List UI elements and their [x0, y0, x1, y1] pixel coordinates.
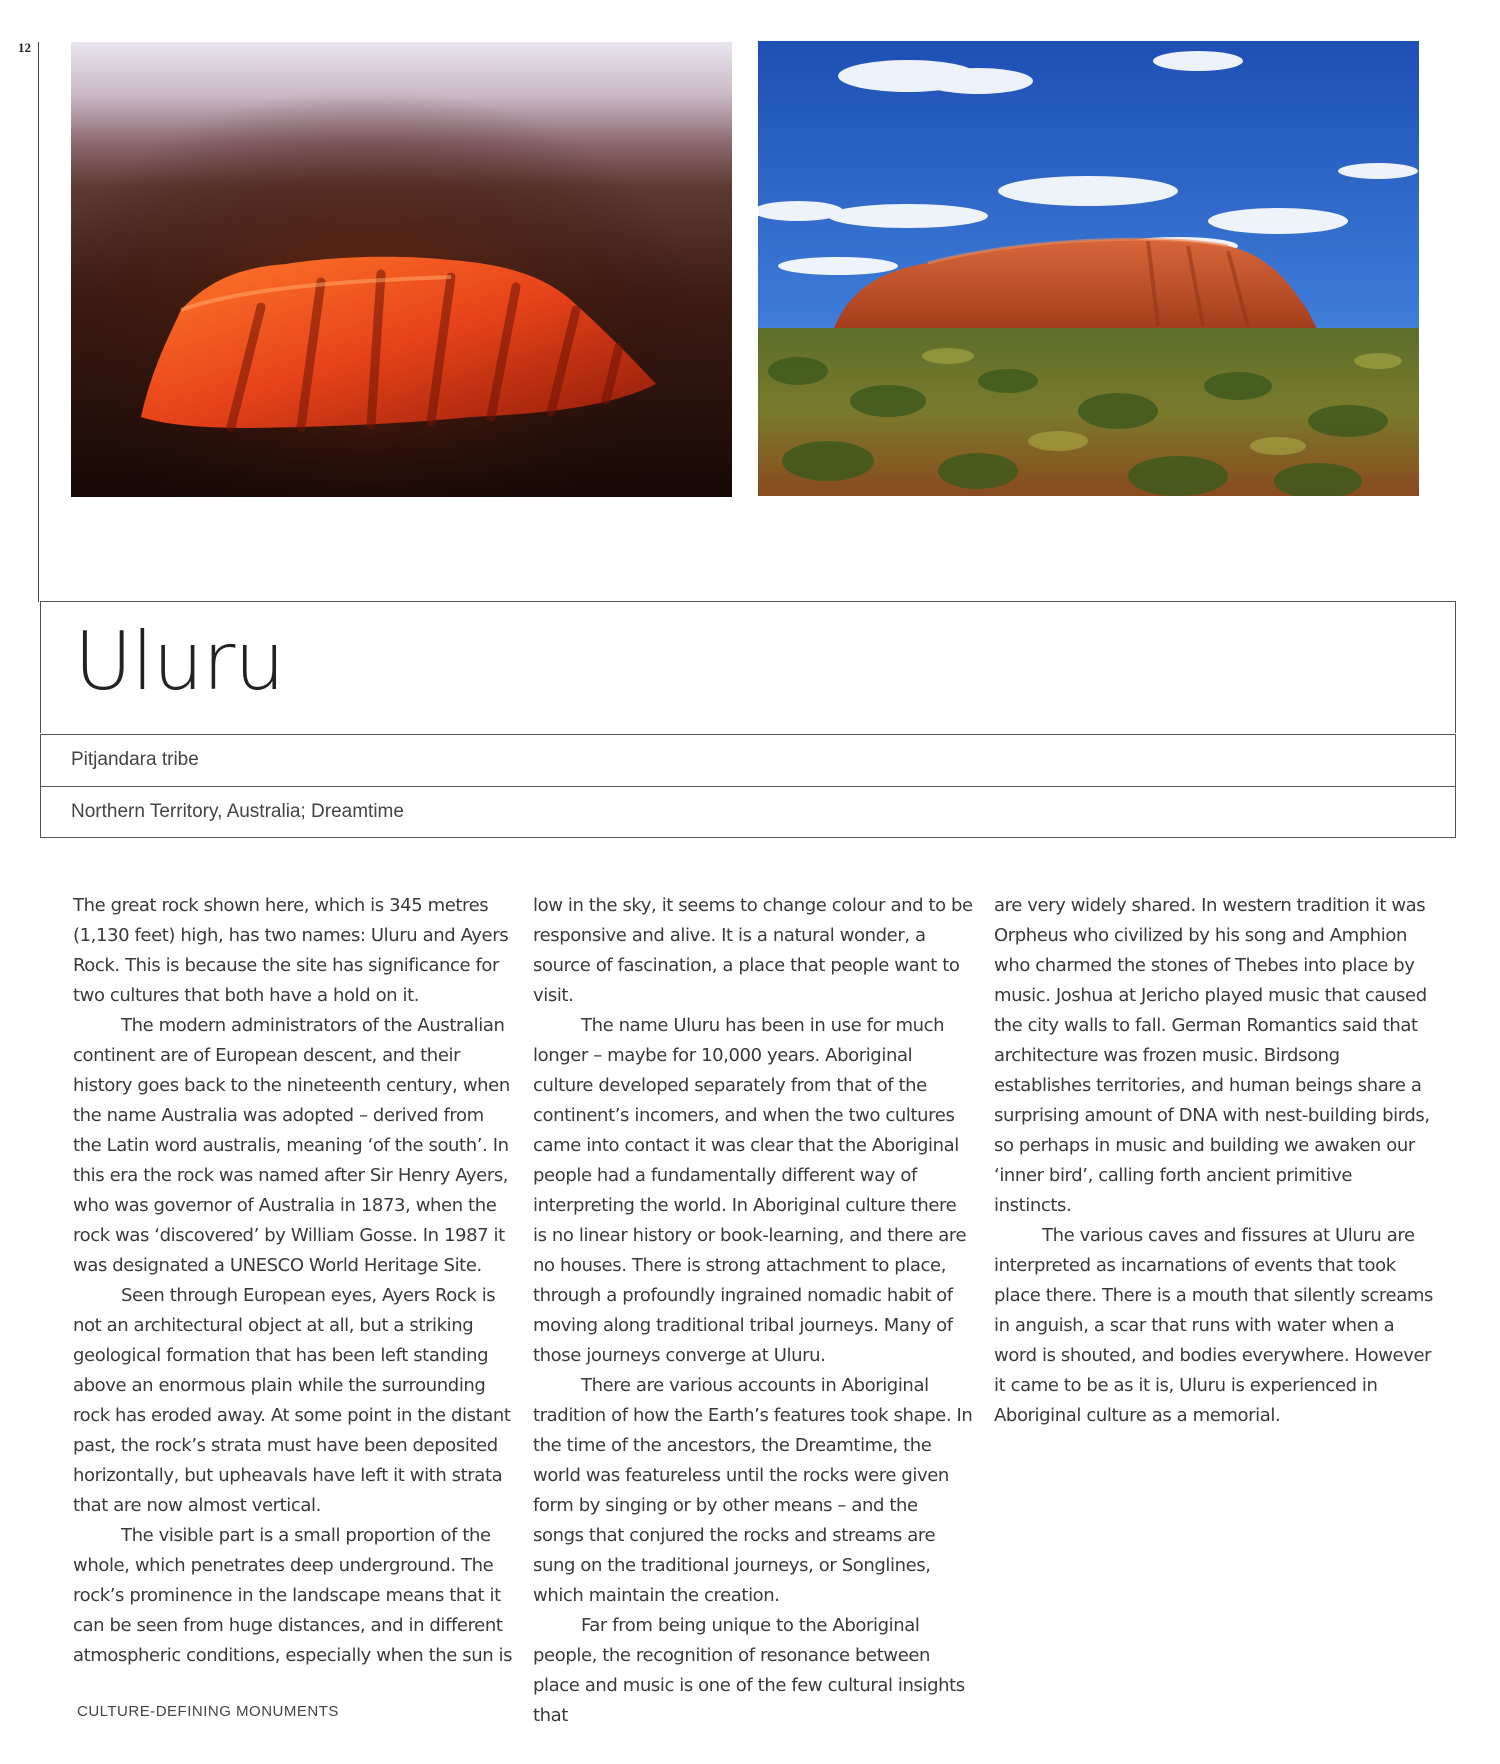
body-column-1: [73, 891, 513, 1671]
margin-rule: [38, 42, 39, 602]
paragraph: The various caves and fissures at Uluru are interpreted as incarnations of events that took place there. There is a mouth that silently screams in anguish, a scar that runs with water when a word is shouted, and bodies everywhere. However it came to be as it is, Uluru is experienced in Aboriginal culture as a memorial.: [994, 1225, 1433, 1426]
paragraph: Seen through European eyes, Ayers Rock is not an architectural object at all, but a striking geological formation that has been left standing above an enormous plain while the surrounding rock has eroded away. At some point in the distant past, the rock’s strata must have been deposited horizontally, but upheavals have left it with strata that are now almost vertical.: [73, 1285, 511, 1516]
paragraph: Far from being unique to the Aboriginal people, the recognition of resonance between place and music is one of the few cultural insights that: [533, 1615, 965, 1726]
paragraph: The visible part is a small proportion of the whole, which penetrates deep underground. The rock’s prominence in the landscape means that it can be seen from huge distances, and in different atmospheric conditions, especially when the sun is: [73, 1525, 513, 1666]
body-column-2: [533, 891, 973, 1731]
title-box: [40, 601, 1456, 733]
ground-photo-uluru: [758, 41, 1419, 496]
paragraph: are very widely shared. In western tradition it was Orpheus who civilized by his song and Amphion who charmed the stones of Thebes into place by music. Joshua at Jericho played music that caused the city walls to fall. German Romantics said that architecture was frozen music. Birdsong establishes territories, and human beings share a surprising amount of DNA with nest-building birds, so perhaps in music and building we awaken our ‘inner bird’, calling forth ancient primitive instincts.: [994, 895, 1430, 1216]
paragraph: The modern administrators of the Australian continent are of European descent, and their history goes back to the nineteenth century, when the name Australia was adopted – derived from the Latin word australis, meaning ‘of the south’. In this era the rock was named after Sir Henry Ayers, who was governor of Australia in 1873, when the rock was ‘discovered’ by William Gosse. In 1987 it was designated a UNESCO World Heritage Site.: [73, 1015, 510, 1276]
page-number: 12: [18, 40, 31, 55]
location-period-row: Northern Territory, Australia; Dreamtime: [40, 786, 1456, 838]
paragraph: low in the sky, it seems to change colour and to be responsive and alive. It is a natural wonder, a source of fascination, a place that people want to visit.: [533, 895, 973, 1006]
page-title: Uluru: [74, 615, 285, 708]
tribe-row: Pitjandara tribe: [40, 734, 1456, 786]
paragraph: The great rock shown here, which is 345 metres (1,130 feet) high, has two names: Uluru and Ayers Rock. This is because the site has significance for two cultures that both have a hold on it.: [73, 895, 509, 1006]
body-column-3: [994, 891, 1434, 1431]
running-footer: CULTURE-DEFINING MONUMENTS: [77, 1703, 339, 1720]
paragraph: The name Uluru has been in use for much longer – maybe for 10,000 years. Aboriginal culture developed separately from that of the continent’s incomers, and when the two cultures came into contact it was clear that the Aboriginal people had a fundamentally different way of interpreting the world. In Aboriginal culture there is no linear history or book-learning, and there are no houses. There is strong attachment to place, through a profoundly ingrained nomadic habit of moving along traditional tribal journeys. Many of those journeys converge at Uluru.: [533, 1015, 967, 1366]
paragraph: There are various accounts in Aboriginal tradition of how the Earth’s features took shape. In the time of the ancestors, the Dreamtime, the world was featureless until the rocks were given form by singing or by other means – and the songs that conjured the rocks and streams are sung on the traditional journeys, or Songlines, which maintain the creation.: [533, 1375, 973, 1606]
aerial-photo-uluru: [71, 42, 732, 497]
